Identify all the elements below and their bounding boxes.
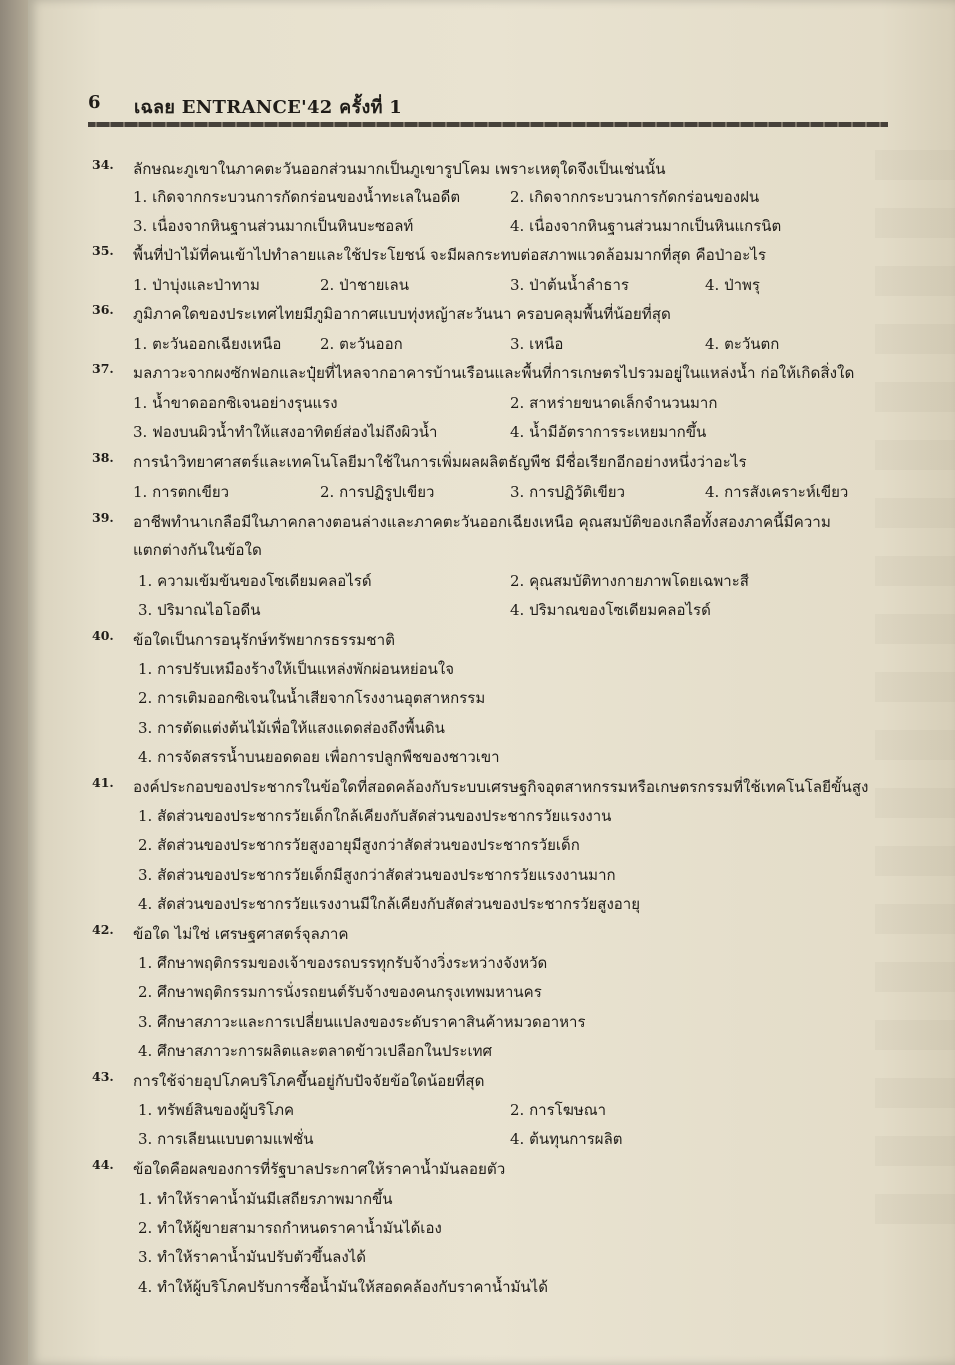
- header-rule: [88, 122, 888, 127]
- option: 3. การตัดแต่งต้นไม้เพื่อให้แสงแดดส่องถึงพื้นดิน: [138, 719, 445, 737]
- option: 4. การสังเคราะห์เขียว: [705, 483, 849, 501]
- option: 2. ตะวันออก: [320, 335, 403, 353]
- option: 2. เกิดจากกระบวนการกัดกร่อนของฝน: [510, 188, 760, 206]
- option: 4. เนื่องจากหินฐานส่วนมากเป็นหินแกรนิต: [510, 217, 782, 235]
- page-number: 6: [88, 92, 101, 113]
- option: 4. สัดส่วนของประชากรวัยแรงงานมีใกล้เคียงกับสัดส่วนของประชากรวัยสูงอายุ: [138, 895, 641, 913]
- question-text: ข้อใดคือผลของการที่รัฐบาลประกาศให้ราคาน้ำมันลอยตัว: [133, 1160, 506, 1178]
- option: 4. ป่าพรุ: [705, 276, 760, 294]
- option: 2. การโฆษณา: [510, 1101, 607, 1119]
- question-number: 36.: [92, 302, 114, 317]
- option: 2. ป่าชายเลน: [320, 276, 409, 294]
- option: 3. การเลียนแบบตามแฟชั่น: [138, 1130, 314, 1148]
- option: 1. ตะวันออกเฉียงเหนือ: [133, 335, 282, 353]
- option: 3. เหนือ: [510, 335, 564, 353]
- option: 1. น้ำขาดออกซิเจนอย่างรุนแรง: [133, 394, 338, 412]
- option: 3. เนื่องจากหินฐานส่วนมากเป็นหินบะซอลท์: [133, 217, 414, 235]
- page-header: [88, 92, 888, 118]
- question-text: อาชีพทำนาเกลือมีในภาคกลางตอนล่างและภาคตะวันออกเฉียงเหนือ คุณสมบัติของเกลือทั้งสองภาคนี้มีความ: [133, 513, 831, 531]
- page-title: เฉลย ENTRANCE'42 ครั้งที่ 1: [134, 97, 403, 118]
- question-number: 41.: [92, 775, 114, 790]
- option: 2. คุณสมบัติทางกายภาพโดยเฉพาะสี: [510, 572, 749, 590]
- question-text: พื้นที่ป่าไม้ที่คนเข้าไปทำลายและใช้ประโยชน์ จะมีผลกระทบต่อสภาพแวดล้อมมากที่สุด คือป่าอะไร: [133, 246, 767, 264]
- question-number: 35.: [92, 243, 114, 258]
- question-text: องค์ประกอบของประชากรในข้อใดที่สอดคล้องกับระบบเศรษฐกิจอุตสาหกรรมหรือเกษตรกรรมที่ใช้เทคโนโลยีขั้นสูง: [133, 778, 869, 796]
- option: 3. ป่าต้นน้ำลำธาร: [510, 276, 629, 294]
- option: 1. สัดส่วนของประชากรวัยเด็กใกล้เคียงกับสัดส่วนของประชากรวัยแรงงาน: [138, 807, 612, 825]
- question-number: 43.: [92, 1069, 114, 1084]
- option: 2. การปฏิรูปเขียว: [320, 483, 435, 501]
- option: 3. ปริมาณไอโอดีน: [138, 601, 261, 619]
- question-text: ข้อใด ไม่ใช่ เศรษฐศาสตร์จุลภาค: [133, 925, 349, 943]
- option: 4. ต้นทุนการผลิต: [510, 1130, 623, 1148]
- option: 2. ทำให้ผู้ขายสามารถกำหนดราคาน้ำมันได้เอง: [138, 1219, 442, 1237]
- book-spine-shadow: [0, 0, 28, 1365]
- option: 1. เกิดจากกระบวนการกัดกร่อนของน้ำทะเลในอดีต: [133, 188, 461, 206]
- option: 4. ปริมาณของโซเดียมคลอไรด์: [510, 601, 711, 619]
- question-number: 44.: [92, 1157, 114, 1172]
- option: 4. ตะวันตก: [705, 335, 780, 353]
- question-text: ภูมิภาคใดของประเทศไทยมีภูมิอากาศแบบทุ่งหญ้าสะวันนา ครอบคลุมพื้นที่น้อยที่สุด: [133, 305, 671, 323]
- option: 3. ศึกษาสภาวะและการเปลี่ยนแปลงของระดับราคาสินค้าหมวดอาหาร: [138, 1013, 586, 1031]
- option: 4. ทำให้ผู้บริโภคปรับการซื้อน้ำมันให้สอดคล้องกับราคาน้ำมันได้: [138, 1278, 548, 1296]
- option: 1. ความเข้มข้นของโซเดียมคลอไรด์: [138, 572, 372, 590]
- option: 1. ป่าบุ่งและป่าทาม: [133, 276, 260, 294]
- option: 1. ทำให้ราคาน้ำมันมีเสถียรภาพมากขึ้น: [138, 1190, 393, 1208]
- option: 4. การจัดสรรน้ำบนยอดดอย เพื่อการปลูกพืชของชาวเขา: [138, 748, 500, 766]
- option: 2. การเติมออกซิเจนในน้ำเสียจากโรงงานอุตสาหกรรม: [138, 689, 486, 707]
- option: 3. การปฏิวัติเขียว: [510, 483, 625, 501]
- option: 1. การตกเขียว: [133, 483, 230, 501]
- option: 1. ศึกษาพฤติกรรมของเจ้าของรถบรรทุกรับจ้างวิ่งระหว่างจังหวัด: [138, 954, 548, 972]
- option: 2. สัดส่วนของประชากรวัยสูงอายุมีสูงกว่าสัดส่วนของประชากรวัยเด็ก: [138, 836, 580, 854]
- question-text: มลภาวะจากผงซักฟอกและปุ๋ยที่ไหลจากอาคารบ้านเรือนและพื้นที่การเกษตรไปรวมอยู่ในแหล่งน้ำ ก่อให้เกิดสิ่งใด: [133, 364, 855, 382]
- option: 2. ศึกษาพฤติกรรมการนั่งรถยนต์รับจ้างของคนกรุงเทพมหานคร: [138, 983, 542, 1001]
- question-number: 40.: [92, 628, 114, 643]
- question-number: 39.: [92, 510, 114, 525]
- question-number: 38.: [92, 450, 114, 465]
- option: 1. ทรัพย์สินของผู้บริโภค: [138, 1101, 295, 1119]
- question-number: 42.: [92, 922, 114, 937]
- question-text-continued: แตกต่างกันในข้อใด: [133, 541, 262, 559]
- option: 3. ทำให้ราคาน้ำมันปรับตัวขึ้นลงได้: [138, 1248, 366, 1266]
- option: 4. ศึกษาสภาวะการผลิตและตลาดข้าวเปลือกในประเทศ: [138, 1042, 493, 1060]
- option: 2. สาหร่ายขนาดเล็กจำนวนมาก: [510, 394, 718, 412]
- option: 4. น้ำมีอัตราการระเหยมากขึ้น: [510, 423, 707, 441]
- option: 1. การปรับเหมืองร้างให้เป็นแหล่งพักผ่อนหย่อนใจ: [138, 660, 455, 678]
- question-number: 37.: [92, 361, 114, 376]
- question-text: ข้อใดเป็นการอนุรักษ์ทรัพยากรธรรมชาติ: [133, 631, 395, 649]
- question-text: การนำวิทยาศาสตร์และเทคโนโลยีมาใช้ในการเพิ่มผลผลิตธัญพืช มีชื่อเรียกอีกอย่างหนึ่งว่าอะไร: [133, 453, 747, 471]
- option: 3. สัดส่วนของประชากรวัยเด็กมีสูงกว่าสัดส่วนของประชากรวัยแรงงานมาก: [138, 866, 616, 884]
- question-number: 34.: [92, 157, 114, 172]
- show-through-bleed: [875, 150, 955, 1250]
- question-text: ลักษณะภูเขาในภาคตะวันออกส่วนมากเป็นภูเขารูปโคม เพราะเหตุใดจึงเป็นเช่นนั้น: [133, 160, 666, 178]
- option: 3. ฟองบนผิวน้ำทำให้แสงอาทิตย์ส่องไม่ถึงผิวน้ำ: [133, 423, 438, 441]
- question-text: การใช้จ่ายอุปโภคบริโภคขึ้นอยู่กับปัจจัยข้อใดน้อยที่สุด: [133, 1072, 485, 1090]
